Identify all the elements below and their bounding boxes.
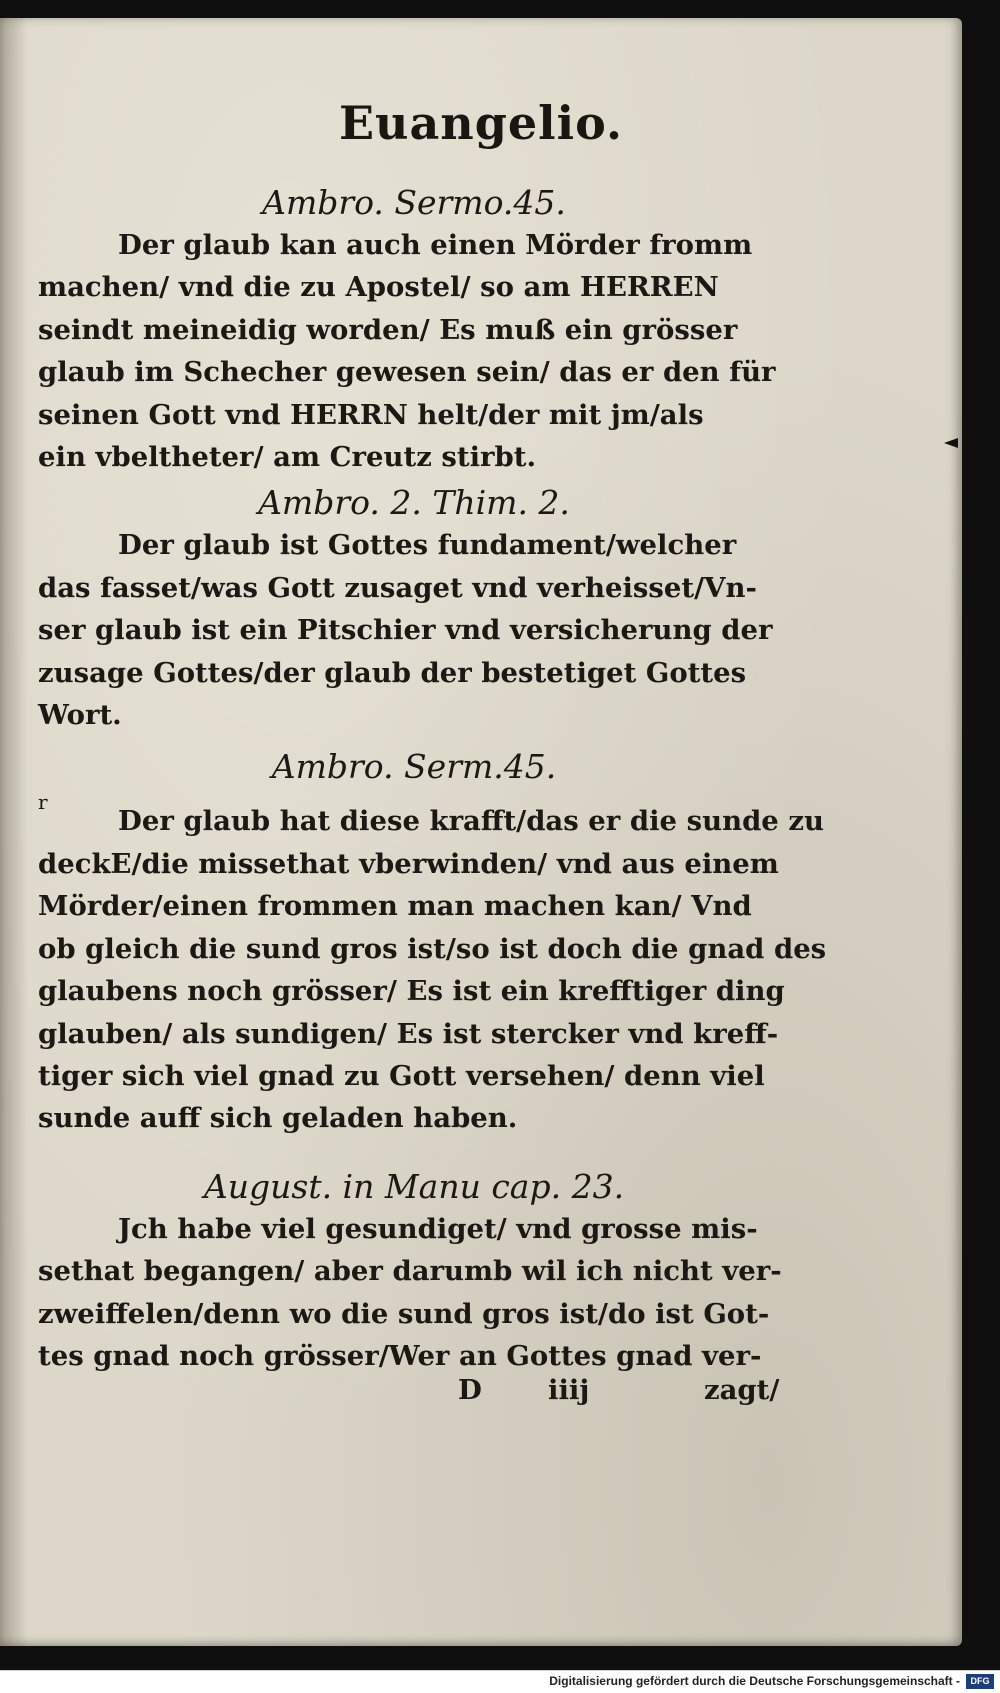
- text-line: sunde auff sich geladen haben.: [38, 1102, 518, 1135]
- section-heading: Ambro. Sermo.45.: [262, 183, 566, 222]
- signature-mark: D: [458, 1374, 482, 1406]
- text-line: Wort.: [38, 699, 122, 732]
- text-line: ser glaub ist ein Pitschier vnd versicherung der: [38, 614, 773, 647]
- dfg-logo: DFG: [966, 1674, 994, 1689]
- text-line: Der glaub hat diese krafft/das er die sunde zu: [118, 805, 824, 838]
- paragraph: [38, 1208, 790, 1378]
- text-line: ein vbeltheter/ am Creutz stirbt.: [38, 441, 537, 474]
- text-line: glaubens noch grösser/ Es ist ein krefftiger ding: [38, 975, 785, 1008]
- margin-mark: r: [38, 790, 48, 814]
- catchword: zagt/: [704, 1374, 780, 1406]
- text-line: sethat begangen/ aber darumb wil ich nicht ver-: [38, 1255, 782, 1288]
- page-gutter-shadow: [0, 18, 28, 1646]
- paragraph: [38, 524, 790, 736]
- text-block: [38, 182, 827, 1377]
- text-line: ob gleich die sund gros ist/so ist doch die gnad des: [38, 932, 827, 965]
- text-line: glaub im Schecher gewesen sein/ das er den für: [38, 356, 776, 389]
- text-line: seindt meineidig worden/ Es muß ein grösser: [38, 313, 738, 346]
- text-line: tiger sich viel gnad zu Gott versehen/ denn viel: [38, 1059, 765, 1092]
- section-heading: Ambro. Serm.45.: [271, 747, 557, 787]
- footer-credit: Digitalisierung gefördert durch die Deutsche Forschungsgemeinschaft -: [549, 1674, 960, 1688]
- text-line: glauben/ als sundigen/ Es ist stercker vnd kreff-: [38, 1017, 779, 1050]
- paragraph: [38, 224, 790, 478]
- section-heading: Ambro. 2. Thim. 2.: [258, 483, 570, 523]
- signature-number: iiij: [548, 1374, 590, 1406]
- footer-bar: [0, 1670, 1000, 1693]
- text-line: Mörder/einen frommen man machen kan/ Vnd: [38, 890, 752, 923]
- text-line: Der glaub kan auch einen Mörder fromm: [118, 229, 753, 261]
- text-line: Jch habe viel gesundiget/ vnd grosse mis-: [118, 1212, 758, 1245]
- running-head: Euangelio.: [338, 96, 624, 150]
- text-line: seinen Gott vnd HERRN helt/der mit jm/als: [38, 398, 704, 431]
- text-line: machen/ vnd die zu Apostel/ so am HERREN: [38, 271, 719, 304]
- text-line: tes gnad noch grösser/Wer an Gottes gnad ver-: [38, 1339, 762, 1372]
- text-line: das fasset/was Gott zusaget vnd verheisset/Vn-: [38, 571, 757, 604]
- text-line: deckE/die missethat vberwinden/ vnd aus einem: [38, 847, 779, 880]
- paragraph: [38, 800, 827, 1139]
- text-line: zusage Gottes/der glaub der bestetiget Gottes: [38, 656, 747, 689]
- text-line: Der glaub ist Gottes fundament/welcher: [118, 529, 737, 562]
- section-heading: August. in Manu cap. 23.: [203, 1166, 625, 1206]
- text-line: zweiffelen/denn wo die sund gros ist/do ist Got-: [38, 1297, 770, 1330]
